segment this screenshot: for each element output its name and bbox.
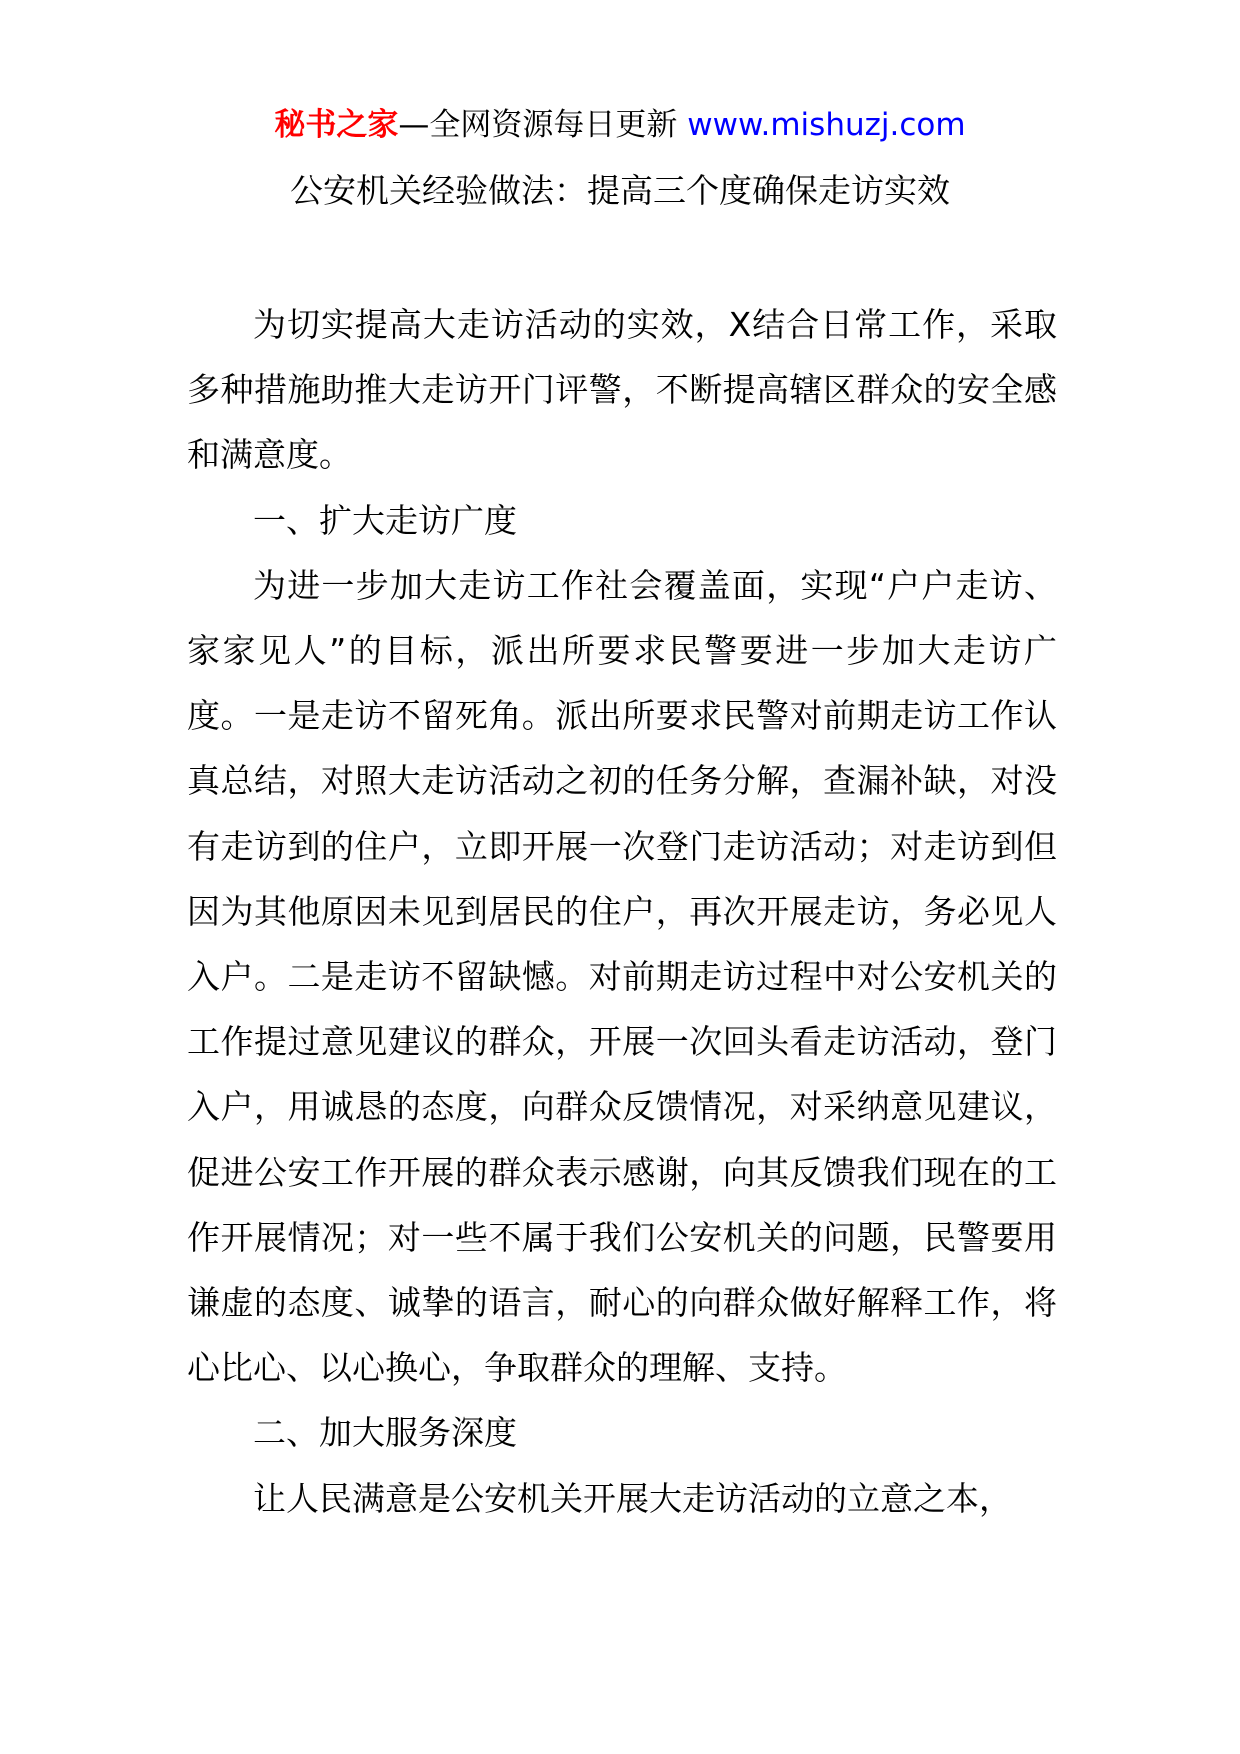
section-heading-2: 二、加大服务深度 [253,1413,517,1453]
site-banner [0,100,1240,150]
paragraph-section-1: 为进一步加大走访工作社会覆盖面，实现“户户走访、家家见人”的目标，派出所要求民警要进一步加大走访广度。一是走访不留死角。派出所要求民警对前期走访工作认真总结，对照大走访活动之初的任务分解，查漏补缺，对没有走访到的住户，立即开展一次登门走访活动；对走访到但因为其他原因未见到居民的住户，再次开展走访，务必见人入户。二是走访不留缺憾。对前期走访过程中对公安机关的工作提过意见建议的群众，开展一次回头看走访活动，登门入户，用诚恳的态度，向群众反馈情况，对采纳意见建议，促进公安工作开展的群众表示感谢，向其反馈我们现在的工作开展情况；对一些不属于我们公安机关的问题，民警要用谦虚的态度、诚挚的语言，耐心的向群众做好解释工作，将心比心、以心换心，争取群众的理解、支持。 [187,565,1057,1388]
section-heading-1: 一、扩大走访广度 [253,500,517,540]
site-tagline: —全网资源每日更新 [398,107,688,143]
paragraph-section-2: 让人民满意是公安机关开展大走访活动的立意之本， [253,1478,1012,1518]
paragraph-intro: 为切实提高大走访活动的实效，X结合日常工作，采取多种措施助推大走访开门评警，不断提高辖区群众的安全感和满意度。 [187,305,1057,475]
document-title: 公安机关经验做法：提高三个度确保走访实效 [290,171,950,210]
site-brand-name: 秘书之家 [274,107,399,143]
site-url-link[interactable]: www.mishuzj.com [687,107,966,143]
document-body [187,292,1057,1531]
